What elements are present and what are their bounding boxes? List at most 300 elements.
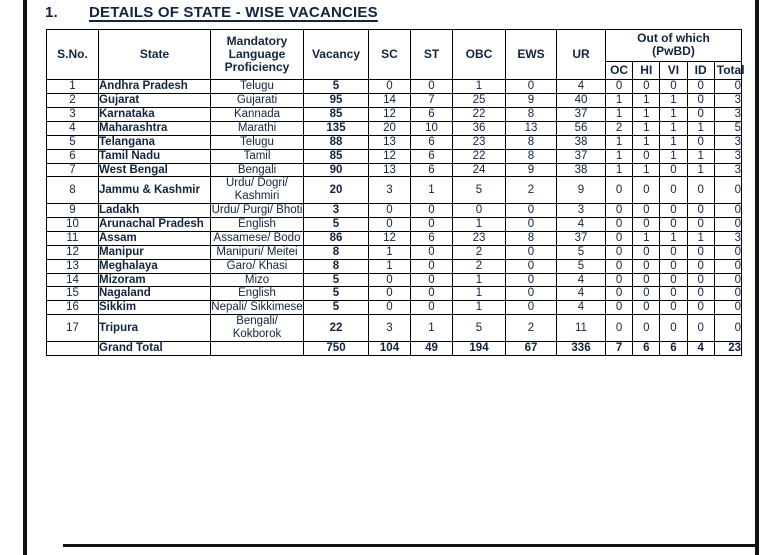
cell-vi: 0 xyxy=(660,273,687,287)
table-row xyxy=(47,121,742,135)
cell-state: Telangana xyxy=(99,135,211,149)
cell-ur: 5 xyxy=(557,259,606,273)
cell-language: Tamil xyxy=(211,149,304,163)
cell-total: 5 xyxy=(714,121,741,135)
cell-language: English xyxy=(211,218,304,232)
cell-hi: 0 xyxy=(633,287,660,301)
cell-vacancy: 135 xyxy=(304,121,369,135)
cell-sc: 0 xyxy=(369,301,411,315)
cell-id: 0 xyxy=(687,218,714,232)
table-row xyxy=(47,231,742,245)
cell-total: 0 xyxy=(714,177,741,204)
cell-vi: 0 xyxy=(660,287,687,301)
cell-vacancy: 22 xyxy=(304,315,369,342)
table-row xyxy=(47,301,742,315)
cell-vacancy: 20 xyxy=(304,177,369,204)
cell-obc: 22 xyxy=(453,149,506,163)
cell-sc: 12 xyxy=(369,149,411,163)
cell-obc: 23 xyxy=(453,135,506,149)
cell-sno: 14 xyxy=(47,273,99,287)
cell-ur: 56 xyxy=(557,121,606,135)
cell-vacancy: 85 xyxy=(304,108,369,122)
cell-id: 0 xyxy=(687,315,714,342)
cell-total: 0 xyxy=(714,315,741,342)
cell-ews: 67 xyxy=(506,341,557,355)
cell-sno: 3 xyxy=(47,108,99,122)
cell-hi: 0 xyxy=(633,204,660,218)
cell-vi: 1 xyxy=(660,108,687,122)
cell-hi: 1 xyxy=(633,135,660,149)
cell-vi: 0 xyxy=(660,80,687,94)
table-row xyxy=(47,149,742,163)
cell-language: Gujarati xyxy=(211,94,304,108)
cell-oc: 1 xyxy=(606,163,633,177)
cell-oc: 1 xyxy=(606,94,633,108)
cell-vacancy: 5 xyxy=(304,273,369,287)
page-edge-right xyxy=(755,0,759,555)
cell-sc: 13 xyxy=(369,163,411,177)
cell-state: Ladakh xyxy=(99,204,211,218)
grand-total-row xyxy=(47,341,742,355)
cell-vacancy: 5 xyxy=(304,218,369,232)
cell-state: West Bengal xyxy=(99,163,211,177)
cell-oc: 0 xyxy=(606,80,633,94)
cell-obc: 5 xyxy=(453,177,506,204)
cell-st: 0 xyxy=(411,204,453,218)
cell-hi: 0 xyxy=(633,315,660,342)
cell-oc: 0 xyxy=(606,287,633,301)
cell-st: 1 xyxy=(411,315,453,342)
cell-hi: 1 xyxy=(633,163,660,177)
cell-vacancy: 90 xyxy=(304,163,369,177)
cell-state: Maharashtra xyxy=(99,121,211,135)
cell-obc: 1 xyxy=(453,301,506,315)
cell-ur: 40 xyxy=(557,94,606,108)
cell-language: Assamese/ Bodo xyxy=(211,231,304,245)
cell-total: 3 xyxy=(714,94,741,108)
cell-total: 0 xyxy=(714,218,741,232)
cell-vi: 0 xyxy=(660,301,687,315)
cell-obc: 1 xyxy=(453,80,506,94)
table-row xyxy=(47,177,742,204)
cell-ur: 37 xyxy=(557,108,606,122)
cell-vacancy: 8 xyxy=(304,245,369,259)
cell-total: 0 xyxy=(714,204,741,218)
cell-ews: 0 xyxy=(506,80,557,94)
cell-sno: 17 xyxy=(47,315,99,342)
cell-vacancy: 85 xyxy=(304,149,369,163)
cell-state: Mizoram xyxy=(99,273,211,287)
cell-oc: 1 xyxy=(606,108,633,122)
cell-obc: 22 xyxy=(453,108,506,122)
cell-ews: 8 xyxy=(506,135,557,149)
cell-sno xyxy=(47,341,99,355)
column-header-oc: OC xyxy=(606,61,633,79)
cell-st: 6 xyxy=(411,231,453,245)
cell-state: Jammu & Kashmir xyxy=(99,177,211,204)
cell-ews: 0 xyxy=(506,218,557,232)
cell-sc: 13 xyxy=(369,135,411,149)
cell-state: Sikkim xyxy=(99,301,211,315)
cell-st: 0 xyxy=(411,287,453,301)
cell-vi: 1 xyxy=(660,149,687,163)
cell-total: 0 xyxy=(714,259,741,273)
table-row xyxy=(47,218,742,232)
cell-state: Meghalaya xyxy=(99,259,211,273)
cell-hi: 1 xyxy=(633,231,660,245)
cell-language: English xyxy=(211,287,304,301)
cell-sno: 10 xyxy=(47,218,99,232)
cell-sno: 5 xyxy=(47,135,99,149)
cell-ur: 4 xyxy=(557,273,606,287)
cell-id: 0 xyxy=(687,301,714,315)
cell-total: 3 xyxy=(714,149,741,163)
cell-st: 0 xyxy=(411,273,453,287)
column-header-language xyxy=(211,30,304,80)
table-row xyxy=(47,273,742,287)
cell-sc: 0 xyxy=(369,218,411,232)
cell-ews: 8 xyxy=(506,149,557,163)
cell-sc: 12 xyxy=(369,231,411,245)
cell-state: Assam xyxy=(99,231,211,245)
cell-ews: 0 xyxy=(506,204,557,218)
cell-ur: 38 xyxy=(557,163,606,177)
cell-ews: 13 xyxy=(506,121,557,135)
cell-vi: 0 xyxy=(660,163,687,177)
cell-obc: 1 xyxy=(453,287,506,301)
cell-obc: 194 xyxy=(453,341,506,355)
cell-vi: 6 xyxy=(660,341,687,355)
cell-ur: 4 xyxy=(557,218,606,232)
table-row xyxy=(47,204,742,218)
cell-vi: 1 xyxy=(660,94,687,108)
table-row xyxy=(47,135,742,149)
cell-obc: 24 xyxy=(453,163,506,177)
cell-id: 0 xyxy=(687,273,714,287)
cell-ur: 336 xyxy=(557,341,606,355)
cell-vacancy: 86 xyxy=(304,231,369,245)
page-title: DETAILS OF STATE - WISE VACANCIES xyxy=(89,4,378,21)
column-header-total: Total xyxy=(714,61,741,79)
cell-language: Manipuri/ Meitei xyxy=(211,245,304,259)
cell-st: 6 xyxy=(411,108,453,122)
cell-language: Bengali/ Kokborok xyxy=(211,315,304,342)
cell-hi: 0 xyxy=(633,273,660,287)
cell-vacancy: 5 xyxy=(304,80,369,94)
cell-oc: 7 xyxy=(606,341,633,355)
cell-sc: 0 xyxy=(369,287,411,301)
cell-st: 6 xyxy=(411,163,453,177)
cell-ews: 2 xyxy=(506,315,557,342)
cell-st: 1 xyxy=(411,177,453,204)
cell-total: 0 xyxy=(714,80,741,94)
cell-st: 6 xyxy=(411,149,453,163)
column-header-language-line1: Mandatory xyxy=(226,33,288,48)
cell-id: 0 xyxy=(687,245,714,259)
cell-ur: 37 xyxy=(557,149,606,163)
cell-language: Urdu/ Dogri/ Kashmiri xyxy=(211,177,304,204)
cell-language: Garo/ Khasi xyxy=(211,259,304,273)
cell-ur: 11 xyxy=(557,315,606,342)
cell-total: 3 xyxy=(714,163,741,177)
cell-ews: 2 xyxy=(506,177,557,204)
section-number: 1. xyxy=(45,4,58,21)
cell-sno: 11 xyxy=(47,231,99,245)
section-heading xyxy=(45,4,378,21)
cell-ews: 9 xyxy=(506,94,557,108)
column-header-st: ST xyxy=(411,30,453,80)
cell-ur: 4 xyxy=(557,301,606,315)
cell-st: 0 xyxy=(411,259,453,273)
cell-ur: 9 xyxy=(557,177,606,204)
cell-sno: 12 xyxy=(47,245,99,259)
cell-hi: 1 xyxy=(633,94,660,108)
cell-sc: 1 xyxy=(369,259,411,273)
cell-vi: 0 xyxy=(660,204,687,218)
cell-ews: 8 xyxy=(506,231,557,245)
cell-id: 1 xyxy=(687,149,714,163)
cell-ur: 4 xyxy=(557,80,606,94)
cell-hi: 0 xyxy=(633,259,660,273)
vacancies-table-container xyxy=(46,29,745,356)
cell-state: Manipur xyxy=(99,245,211,259)
cell-st: 6 xyxy=(411,135,453,149)
cell-language: Bengali xyxy=(211,163,304,177)
cell-state: Grand Total xyxy=(99,341,211,355)
cell-sc: 0 xyxy=(369,204,411,218)
cell-language: Telugu xyxy=(211,135,304,149)
table-row xyxy=(47,94,742,108)
cell-vi: 1 xyxy=(660,121,687,135)
cell-language: Telugu xyxy=(211,80,304,94)
column-header-ews: EWS xyxy=(506,30,557,80)
cell-vi: 1 xyxy=(660,135,687,149)
cell-sno: 1 xyxy=(47,80,99,94)
cell-sc: 3 xyxy=(369,315,411,342)
column-header-vi: VI xyxy=(660,61,687,79)
cell-sc: 1 xyxy=(369,245,411,259)
cell-ur: 3 xyxy=(557,204,606,218)
cell-sno: 6 xyxy=(47,149,99,163)
cell-sno: 2 xyxy=(47,94,99,108)
cell-oc: 2 xyxy=(606,121,633,135)
cell-vacancy: 5 xyxy=(304,287,369,301)
table-row xyxy=(47,287,742,301)
cell-id: 0 xyxy=(687,177,714,204)
cell-hi: 1 xyxy=(633,121,660,135)
cell-vacancy: 750 xyxy=(304,341,369,355)
cell-ews: 0 xyxy=(506,259,557,273)
cell-ur: 38 xyxy=(557,135,606,149)
cell-ur: 4 xyxy=(557,287,606,301)
column-header-id: ID xyxy=(687,61,714,79)
cell-id: 1 xyxy=(687,163,714,177)
cell-ews: 0 xyxy=(506,301,557,315)
cell-language: Urdu/ Purgi/ Bhoti xyxy=(211,204,303,217)
cell-id: 0 xyxy=(687,204,714,218)
column-header-language-line2: Language xyxy=(228,46,286,61)
table-row xyxy=(47,245,742,259)
cell-obc: 23 xyxy=(453,231,506,245)
cell-sno: 13 xyxy=(47,259,99,273)
cell-obc: 0 xyxy=(453,204,506,218)
cell-total: 0 xyxy=(714,273,741,287)
cell-vacancy: 95 xyxy=(304,94,369,108)
cell-language: Marathi xyxy=(211,121,304,135)
document-body xyxy=(27,0,755,555)
cell-ews: 0 xyxy=(506,287,557,301)
cell-vi: 0 xyxy=(660,259,687,273)
cell-obc: 36 xyxy=(453,121,506,135)
cell-ews: 8 xyxy=(506,108,557,122)
cell-oc: 0 xyxy=(606,218,633,232)
state-wise-vacancies-table xyxy=(46,29,745,356)
cell-state: Nagaland xyxy=(99,287,211,301)
table-row xyxy=(47,315,742,342)
cell-oc: 0 xyxy=(606,231,633,245)
column-header-sno: S.No. xyxy=(47,30,99,80)
cell-sc: 0 xyxy=(369,273,411,287)
cell-sno: 4 xyxy=(47,121,99,135)
cell-state: Gujarat xyxy=(99,94,211,108)
cell-oc: 0 xyxy=(606,315,633,342)
cell-sc: 0 xyxy=(369,80,411,94)
column-header-language-line3: Proficiency xyxy=(224,60,290,75)
cell-hi: 0 xyxy=(633,177,660,204)
cell-ur: 5 xyxy=(557,245,606,259)
cell-total: 23 xyxy=(714,341,741,355)
cell-language: Nepali/ Sikkimese xyxy=(211,301,303,314)
cell-sc: 12 xyxy=(369,108,411,122)
cell-vi: 0 xyxy=(660,315,687,342)
table-header xyxy=(47,30,745,80)
cell-id: 1 xyxy=(687,121,714,135)
cell-language xyxy=(211,341,304,355)
cell-id: 0 xyxy=(687,94,714,108)
cell-st: 49 xyxy=(411,341,453,355)
cell-hi: 0 xyxy=(633,301,660,315)
cell-total: 0 xyxy=(714,287,741,301)
cell-state: Tamil Nadu xyxy=(99,149,211,163)
footer-divider xyxy=(63,544,758,547)
column-header-ur: UR xyxy=(557,30,606,80)
cell-obc: 2 xyxy=(453,245,506,259)
cell-obc: 1 xyxy=(453,218,506,232)
cell-ews: 9 xyxy=(506,163,557,177)
cell-oc: 1 xyxy=(606,149,633,163)
table-body xyxy=(47,80,742,356)
cell-sc: 3 xyxy=(369,177,411,204)
cell-state: Andhra Pradesh xyxy=(99,80,211,94)
cell-obc: 25 xyxy=(453,94,506,108)
column-header-state: State xyxy=(99,30,211,80)
cell-sno: 7 xyxy=(47,163,99,177)
cell-obc: 2 xyxy=(453,259,506,273)
cell-total: 3 xyxy=(714,231,741,245)
cell-ews: 0 xyxy=(506,273,557,287)
cell-st: 10 xyxy=(411,121,453,135)
cell-oc: 0 xyxy=(606,259,633,273)
header-row-primary xyxy=(47,30,742,62)
cell-state: Karnataka xyxy=(99,108,211,122)
column-header-pwbd-line1: Out of which xyxy=(637,31,710,45)
table-row xyxy=(47,259,742,273)
cell-st: 7 xyxy=(411,94,453,108)
table-row xyxy=(47,108,742,122)
table-row xyxy=(47,163,742,177)
cell-id: 0 xyxy=(687,108,714,122)
cell-vi: 0 xyxy=(660,177,687,204)
cell-st: 0 xyxy=(411,218,453,232)
cell-oc: 0 xyxy=(606,177,633,204)
column-header-pwbd-line2: (PwBD) xyxy=(652,44,695,59)
cell-id: 0 xyxy=(687,135,714,149)
cell-hi: 0 xyxy=(633,245,660,259)
cell-total: 3 xyxy=(714,135,741,149)
cell-total: 0 xyxy=(714,301,741,315)
cell-id: 4 xyxy=(687,341,714,355)
cell-total: 0 xyxy=(714,245,741,259)
column-header-sc: SC xyxy=(369,30,411,80)
cell-total: 3 xyxy=(714,108,741,122)
cell-sno: 16 xyxy=(47,301,99,315)
column-header-pwbd-group xyxy=(606,30,742,62)
cell-id: 0 xyxy=(687,259,714,273)
cell-vacancy: 88 xyxy=(304,135,369,149)
cell-id: 0 xyxy=(687,80,714,94)
cell-ews: 0 xyxy=(506,245,557,259)
cell-sc: 104 xyxy=(369,341,411,355)
cell-oc: 1 xyxy=(606,135,633,149)
cell-state: Tripura xyxy=(99,315,211,342)
column-header-hi: HI xyxy=(633,61,660,79)
cell-vacancy: 8 xyxy=(304,259,369,273)
cell-oc: 0 xyxy=(606,301,633,315)
cell-vacancy: 5 xyxy=(304,301,369,315)
cell-hi: 0 xyxy=(633,80,660,94)
cell-oc: 0 xyxy=(606,273,633,287)
cell-oc: 0 xyxy=(606,245,633,259)
column-header-vacancy: Vacancy xyxy=(304,30,369,80)
column-header-obc: OBC xyxy=(453,30,506,80)
cell-obc: 5 xyxy=(453,315,506,342)
cell-language: Mizo xyxy=(211,273,304,287)
cell-sno: 8 xyxy=(47,177,99,204)
cell-id: 1 xyxy=(687,231,714,245)
cell-vi: 0 xyxy=(660,245,687,259)
cell-vacancy: 3 xyxy=(304,204,369,218)
cell-st: 0 xyxy=(411,301,453,315)
cell-sc: 20 xyxy=(369,121,411,135)
cell-oc: 0 xyxy=(606,204,633,218)
cell-hi: 0 xyxy=(633,149,660,163)
cell-ur: 37 xyxy=(557,231,606,245)
table-row xyxy=(47,80,742,94)
cell-st: 0 xyxy=(411,80,453,94)
cell-hi: 1 xyxy=(633,108,660,122)
cell-sno: 9 xyxy=(47,204,99,218)
cell-sno: 15 xyxy=(47,287,99,301)
cell-language: Kannada xyxy=(211,108,304,122)
cell-hi: 0 xyxy=(633,218,660,232)
cell-st: 0 xyxy=(411,245,453,259)
cell-sc: 14 xyxy=(369,94,411,108)
cell-hi: 6 xyxy=(633,341,660,355)
cell-vi: 0 xyxy=(660,218,687,232)
cell-obc: 1 xyxy=(453,273,506,287)
cell-id: 0 xyxy=(687,287,714,301)
cell-state: Arunachal Pradesh xyxy=(99,218,211,232)
